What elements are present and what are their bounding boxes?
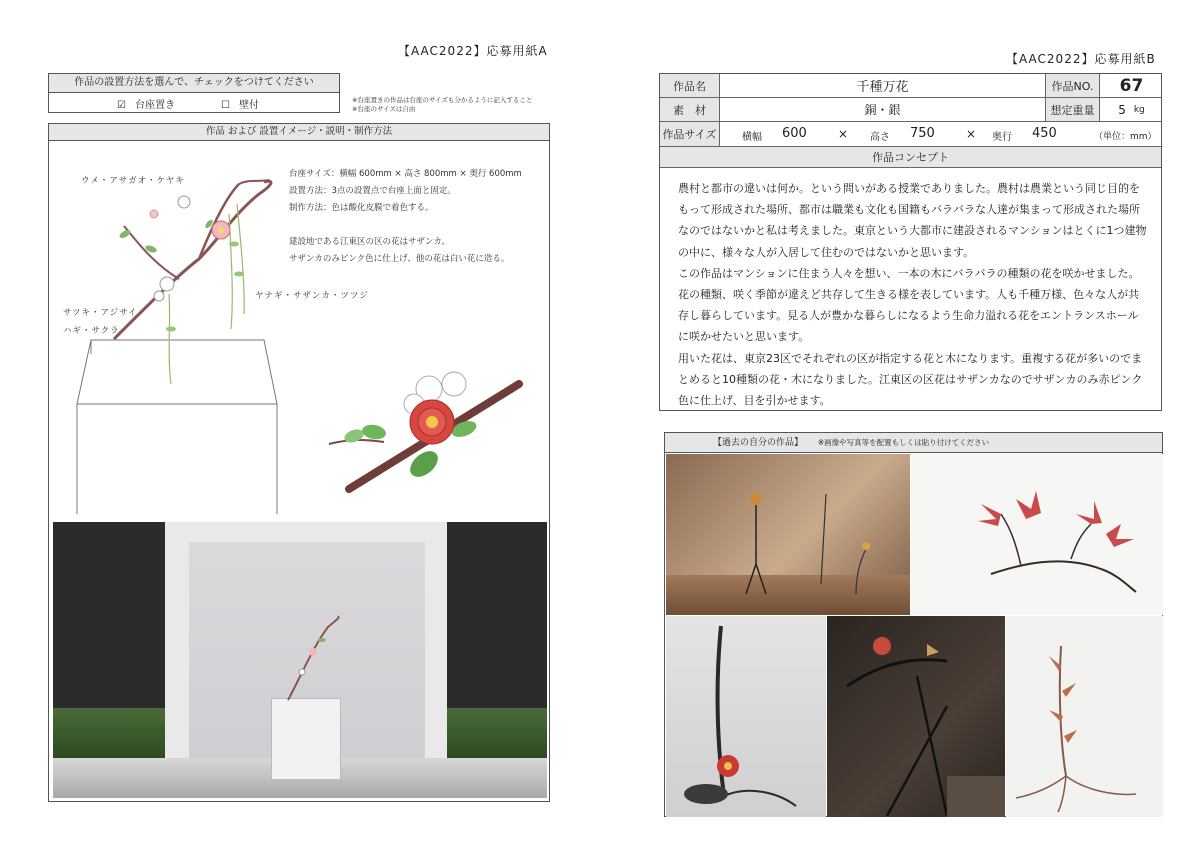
flower-label-middle: ヤナギ・サザンカ・ツツジ [255,291,369,301]
weight-value: 5 [1118,102,1126,117]
entrance-render [53,522,547,798]
row-title [660,74,1161,98]
past-work-photo-3 [666,616,826,817]
form-b-header: 【AAC2022】応募用紙B [1006,52,1156,66]
row-material [660,98,1161,122]
work-image-box [48,123,550,802]
depth-label: 奥行 [992,132,1012,143]
unit-note: （単位：mm） [1094,132,1157,142]
concept-line-5: この作品はマンションに住まう人々を想い、一本の木にバラバラの種類の花を咲かせました。 [678,266,1140,280]
concept-line-2: もって形成された場所、都市は職業も文化も国籍もバラバラな人達が集まって形成された場所 [678,203,1140,217]
past-works-title-bar [665,433,1162,453]
desc-line-6: サザンカのみピンク色に仕上げ、他の花は白い花に造る。 [289,254,510,264]
height-label: 高さ [870,132,890,143]
concept-line-11: 色に仕上げ、目を引かせます。 [678,394,831,408]
pedestal-label: 台座置き [135,100,176,111]
title-value: 千種万花 [720,74,1046,97]
material-value: 銅・銀 [720,98,1046,121]
desc-line-4 [289,217,522,234]
desc-line-5: 建設地である江東区の区の花はサザンカ。 [289,237,450,247]
times-2: × [966,127,977,141]
pedestal-checkbox[interactable]: ☑ [117,100,126,111]
form-a-header: 【AAC2022】応募用紙A [398,44,548,58]
past-works-box [664,432,1163,817]
wall-label: 壁付 [239,100,260,111]
concept-line-8: に咲かせたいと思います。 [678,330,810,344]
camellia-illustration [324,354,524,494]
past-work-photo-2 [911,454,1163,615]
note-1: ※台座置きの作品は台座のサイズも分かるように記入すること [352,96,533,104]
weight-unit: kg [1133,104,1145,115]
concept-line-6: 花の種類、咲く季節が違えど共存して生きる様を表しています。人も千種万様、色々な人が共 [678,288,1140,302]
no-label: 作品NO. [1046,74,1100,97]
past-works-title: 【過去の自分の作品】 [713,438,804,448]
concept-line-4: の中に、様々な人が入居して住むのではないかと思います。 [678,245,975,259]
flower-label-left-2: ハギ・サクラ [63,326,120,336]
concept-line-9: 用いた花は、東京23区でそれぞれの区が指定する花と木になります。重複する花が多いのでま [678,351,1143,365]
option-pedestal[interactable] [117,96,175,111]
width-value: 600 [782,126,807,141]
section-title: 作品 および 設置イメージ・説明・制作方法 [49,124,549,141]
wall-checkbox[interactable]: ☐ [221,100,230,111]
weight-label: 想定重量 [1046,98,1100,121]
height-value: 750 [910,126,935,141]
note-2: ※台座のサイズは自由 [352,105,416,113]
concept-line-1: 農村と都市の違いは何か。という問いがある授業でありました。農村は農業という同じ目的を [678,182,1140,195]
concept-title-row [660,146,1161,168]
concept-line-10: とめると10種類の花・木になりました。江東区の区花はサザンカなのでサザンカのみ赤ピンク [678,372,1143,386]
past-work-photo-4 [827,616,1005,817]
work-description [289,166,522,268]
row-size [660,122,1161,146]
size-label: 作品サイズ [660,122,720,146]
install-notes [352,96,532,114]
depth-value: 450 [1032,126,1057,141]
material-label: 素 材 [660,98,720,121]
flower-label-top: ウメ・アサガオ・ケヤキ [81,176,185,186]
past-work-photo-5 [1006,616,1163,817]
option-wall[interactable] [221,96,259,111]
desc-line-1: 台座サイズ：横幅 600mm × 高さ 800mm × 奥行 600mm [289,169,522,179]
times-1: × [838,127,849,141]
no-value: 67 [1119,75,1144,96]
concept-line-3: なのではないかと私は考えました。東京という大都市に建設されるマンションはとくに1つ建物 [678,224,1147,238]
past-works-note: ※画像や写真等を配置もしくは貼り付けてください [817,438,990,447]
flower-label-left-1: サツキ・アジサイ [63,308,138,318]
weight-cell [1100,98,1163,121]
title-label: 作品名 [660,74,720,97]
install-method-box [48,73,340,113]
past-work-photo-1 [666,454,910,615]
size-values [720,122,1161,146]
concept-text [678,178,1153,411]
work-info-table [659,73,1162,411]
concept-line-7: 存し暮らしています。見る人が豊かな暮らしになるよう生命力溢れる花をエントランスホール [678,309,1139,323]
concept-title: 作品コンセプト [872,151,949,164]
width-label: 横幅 [742,132,762,143]
desc-line-2: 設置方法：3点の設置点で台座上面と固定。 [289,186,456,196]
desc-line-3: 制作方法：色は酸化皮膜で着色する。 [289,203,434,213]
install-prompt: 作品の設置方法を選んで、チェックをつけてください [49,74,339,93]
